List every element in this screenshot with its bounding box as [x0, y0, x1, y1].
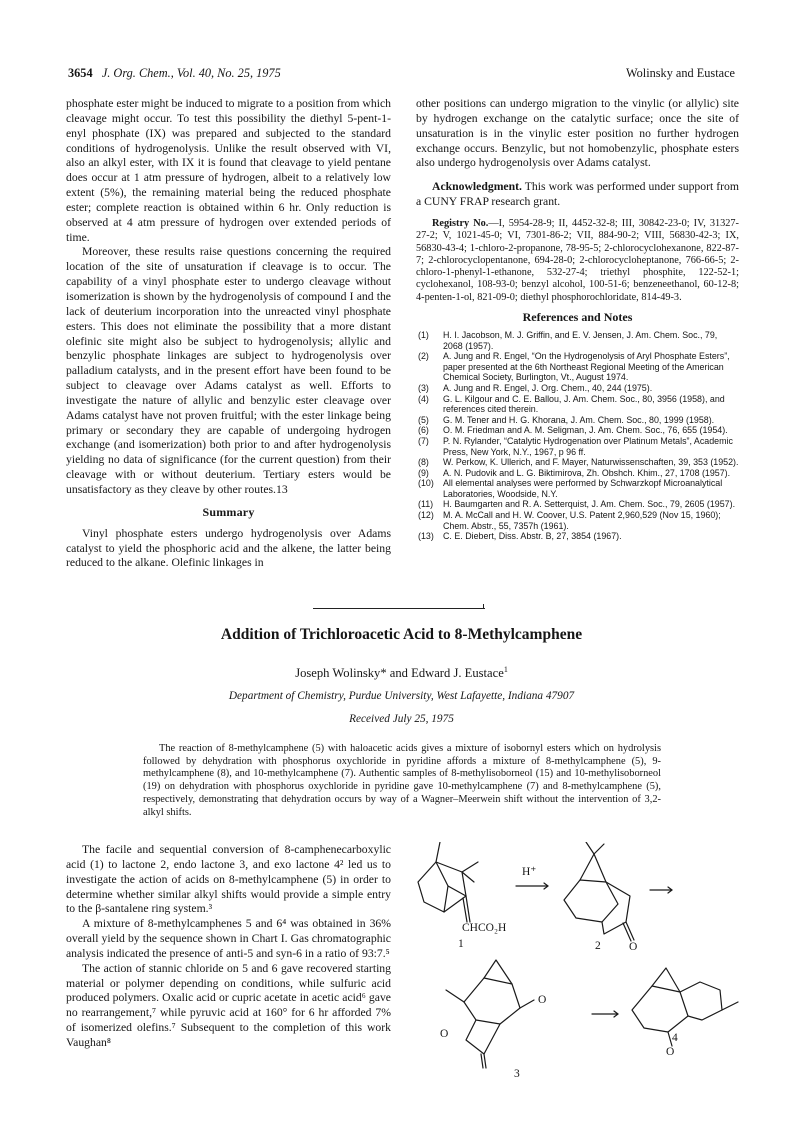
reference-item [416, 383, 739, 394]
reference-number: (1) [418, 329, 429, 340]
reference-item [416, 394, 739, 415]
reference-item [416, 330, 739, 351]
reference-text: H. I. Jacobson, M. J. Griffin, and E. V. Jensen, J. Am. Chem. Soc., 79, 2068 (1957). [443, 329, 718, 351]
reference-number: (2) [418, 351, 429, 362]
registry-label: Registry No. [432, 217, 489, 229]
carbonyl-oxygen-label: O [440, 1028, 449, 1040]
reagent-label: H⁺ [522, 866, 537, 878]
body-paragraph: other positions can undergo migration to the vinylic (or allylic) site by hydrogen exchange on the catalytic surface; once the site of unsaturation is in the vinylic ester position no further hydrogen exchange occurs. Benzylic, but not homobenzylic, phosphate esters also undergo hydrogenolysis over Adams catalyst. [416, 97, 739, 170]
reference-item [416, 436, 739, 457]
reference-number: (5) [418, 414, 429, 425]
body-paragraph: The action of stannic chloride on 5 and 6 gave recovered starting material or polymer depending on conditions, while sulfuric acid produced polymers. Oxalic acid or cupric acetate in acetic acid⁶ gave no rearrangement,⁷ while pyruvic acid at 160° for 6 hr afforded 7% of isomerized olefins.⁷ Subsequent to the completion of this work Vaughan⁸ [66, 961, 391, 1049]
carbonyl-oxygen-label: O [629, 941, 638, 953]
acknowledgment-text: This work was performed under support from a CUNY FRAP research grant. [416, 180, 739, 209]
reference-number: (10) [418, 478, 434, 489]
body-paragraph: Moreover, these results raise questions concerning the required location of the site of unsaturation if cleavage is to occur. The capability of a vinyl phosphate ester to undergo cleavage without isomerization is shown by the hydrogenolysis of compound I and the lack of deuterium incorporation into the unreacted vinyl phosphate esters. This does not eliminate the possibility that a more distant olefinic site might also be subject to hydrogenolysis; allylic and benzylic phosphate linkages are subject to hydrogenolysis over palladium catalysts, and in the present effort have been found to be subject to cleavage over Adams catalyst as well. Efforts to investigate the nature of allylic and benzylic ester cleavage over Adams catalyst have not proven fruitful; with the ester linkage being primary or secondary they are capable of undergoing hydrogen exchange (and isomerization) both prior to and after hydrogenolysis yielding no data of significance (for the current question) from their cleavage with or without deuterium. Tertiary esters would be unsatisfactory as they cleave by other routes.13 [66, 245, 391, 496]
reference-text: A. Jung and R. Engel, “On the Hydrogenolysis of Aryl Phosphate Esters”, paper presented at the 6th Northeast Regional Meeting of the American Chemical Society, Burlington, Vt., August 1974. [443, 351, 730, 383]
reference-text: P. N. Rylander, “Catalytic Hydrogenation over Platinum Metals”, Academic Press, New York, N.Y., 1967, p 96 ff. [443, 435, 733, 457]
running-head-authors: Wolinsky and Eustace [626, 66, 735, 80]
article-divider-end [483, 604, 486, 609]
article-body-left-column [66, 843, 391, 1051]
compound-4-structure [632, 968, 738, 1046]
reference-number: (11) [418, 499, 434, 510]
reference-text: C. E. Diebert, Diss. Abstr. B, 27, 3854 (1967). [443, 531, 622, 542]
received-date: Received July 25, 1975 [349, 713, 454, 725]
reference-text: W. Perkow, K. Ullerich, and F. Mayer, Naturwissenschaften, 39, 353 (1952). [443, 457, 739, 468]
reference-text: A. Jung and R. Engel, J. Org. Chem., 40, 244 (1975). [443, 382, 653, 393]
reference-item [416, 415, 739, 426]
body-paragraph: The facile and sequential conversion of 8-camphenecarboxylic acid (1) to lactone 2, endo lactone 3, and exo lactone 4² led us to investigate the action of acids on 8-methylcamphene (5) in order to determine whether similar alkyl shifts would provide a simple entry to the β-santalene ring system.³ [66, 843, 391, 916]
reference-text: H. Baumgarten and R. A. Setterquist, J. Am. Chem. Soc., 79, 2605 (1957). [443, 499, 736, 510]
page-number: 3654 [68, 66, 93, 80]
compound-1-structure [418, 842, 478, 922]
reference-text: A. N. Pudovik and L. G. Biktimirova, Zh. Obshch. Khim., 27, 1708 (1957). [443, 467, 731, 478]
reference-number: (12) [418, 510, 434, 521]
body-paragraph: phosphate ester might be induced to migrate to a position from which cleavage might occur. To test this possibility the diethyl 5-pent-1-enyl phosphate (IX) was prepared and subjected to the standard conditions of hydrogenolysis. Unlike the result observed with VI, also an alkyl ester, with IX it is found that cleavage to yield pentane does occur at 1 atm pressure of hydrogen, albeit to a relatively low extent (5%), the remaining material being the reduced phosphate ester; complete reaction is obtained within 6 hr. Only reduction is observed at 4 atm pressure of hydrogen over extended periods of time. [66, 97, 391, 244]
abstract: The reaction of 8-methylcamphene (5) with haloacetic acids gives a mixture of isobornyl esters which on hydrolysis followed by dehydration with phosphorus oxychloride in pyridine affords a mixture of 8-methylcamphene (5), 9-methylcamphene (8), and 10-methylcamphene (7). Authentic samples of 8-methylisoborneol (15) and 10-methylisoborneol (19) on dehydration with phosphorus oxychloride in pyridine gave 10-methylcamphene (7) and 8-methylcamphene (5), respectively, demonstrating that dehydration occurs by way of a Wagner–Meerwein shift without the intervention of 3,2-alkyl shifts. [143, 743, 661, 818]
author-names: Joseph Wolinsky* and Edward J. Eustace [295, 666, 504, 681]
reference-item [416, 351, 739, 383]
reference-number: (9) [418, 467, 429, 478]
reference-number: (6) [418, 425, 429, 436]
carbonyl-oxygen-label: O [538, 994, 547, 1006]
reaction-arrow-3 [592, 1011, 618, 1017]
prev-article-right-column [416, 97, 739, 542]
scheme-structures [404, 842, 744, 1082]
compound-2-structure [564, 842, 634, 941]
reference-item [416, 531, 739, 542]
compound-number-2: 2 [595, 940, 601, 952]
compound-number-1: 1 [458, 938, 464, 950]
acknowledgment-label: Acknowledgment. [432, 180, 522, 194]
registry-numbers [416, 218, 739, 304]
references-heading: References and Notes [522, 309, 633, 324]
reference-text: G. M. Tener and H. G. Khorana, J. Am. Chem. Soc., 80, 1999 (1958). [443, 414, 715, 425]
compound-number-3: 3 [514, 1068, 520, 1080]
running-head-left [68, 66, 281, 81]
registry-text: —I, 5954-28-9; II, 4452-32-8; III, 30842-23-0; IV, 31327-27-2; V, 1021-45-0; VI, 7301-86-2; VII, 884-90-2; VIII, 56830-42-3; IX, 56830-43-4; 1-chloro-2-propanone, 78-95-5; 2-chlorocyclohexanone, 822-87-7; 2-chlorocyclopentanone, 694-28-0; 2-chlorocycloheptanone, 766-66-5; 2-chloro-1-phenyl-1-ethanone, 532-27-4; triethyl phosphite, 122-52-1; cyclohexanol, 108-93-0; benzyl alcohol, 100-51-6; benzeneethanol, 60-12-8; 4-penten-1-ol, 821-09-0; diethyl phosphorochloridate, 814-49-3. [416, 217, 739, 303]
references-list [416, 330, 739, 542]
reaction-scheme [404, 842, 744, 1082]
reaction-arrow-1 [516, 883, 548, 889]
reference-number: (4) [418, 393, 429, 404]
reference-number: (8) [418, 457, 429, 468]
article-title: Addition of Trichloroacetic Acid to 8-Methylcamphene [220, 626, 583, 643]
summary-paragraph: Vinyl phosphate esters undergo hydrogenolysis over Adams catalyst to yield the phosphoric acid and the alkene, the latter being reduced to the alkane. Olefinic linkages in [66, 526, 391, 570]
reference-item [416, 478, 739, 499]
reference-number: (3) [418, 382, 429, 393]
article-divider [313, 608, 485, 609]
reference-item [416, 457, 739, 468]
reference-item [416, 468, 739, 479]
affiliation: Department of Chemistry, Purdue University, West Lafayette, Indiana 47907 [228, 690, 575, 702]
journal-volume: , Vol. 40, No. 25, 1975 [170, 66, 281, 80]
carbonyl-oxygen-label: O [666, 1046, 675, 1058]
journal-name: J. Org. Chem. [101, 66, 171, 80]
substituent-label: CHCO₂H [462, 922, 507, 934]
reaction-arrow-2 [650, 887, 672, 893]
compound-3-structure [446, 960, 534, 1068]
acknowledgment [416, 180, 739, 210]
summary-heading: Summary [202, 504, 255, 519]
reference-text: G. L. Kilgour and C. E. Ballou, J. Am. Chem. Soc., 80, 3956 (1958), and references cited therein. [443, 393, 725, 415]
body-paragraph: A mixture of 8-methylcamphenes 5 and 6⁴ was obtained in 36% overall yield by the sequence shown in Chart I. Gas chromatographic analysis indicated the presence of anti-5 and syn-6 in a ratio of 93:7.⁵ [66, 917, 391, 960]
reference-text: All elemental analyses were performed by Schwarzkopf Microanalytical Laboratories, Woodside, N.Y. [443, 478, 723, 499]
reference-item [416, 499, 739, 510]
compound-number-4: 4 [672, 1032, 678, 1044]
reference-item [416, 510, 739, 531]
reference-item [416, 425, 739, 436]
reference-text: O. M. Friedman and A. M. Seligman, J. Am. Chem. Soc., 76, 655 (1954). [443, 425, 728, 436]
reference-number: (13) [418, 531, 434, 542]
reference-number: (7) [418, 435, 429, 446]
running-head [68, 66, 735, 82]
article-authors [0, 665, 803, 681]
reference-text: M. A. McCall and H. W. Coover, U.S. Patent 2,960,529 (Nov 15, 1960); Chem. Abstr., 55, 7357h (1961). [443, 510, 721, 531]
prev-article-left-column [66, 97, 391, 571]
author-footnote-mark: 1 [503, 665, 508, 674]
